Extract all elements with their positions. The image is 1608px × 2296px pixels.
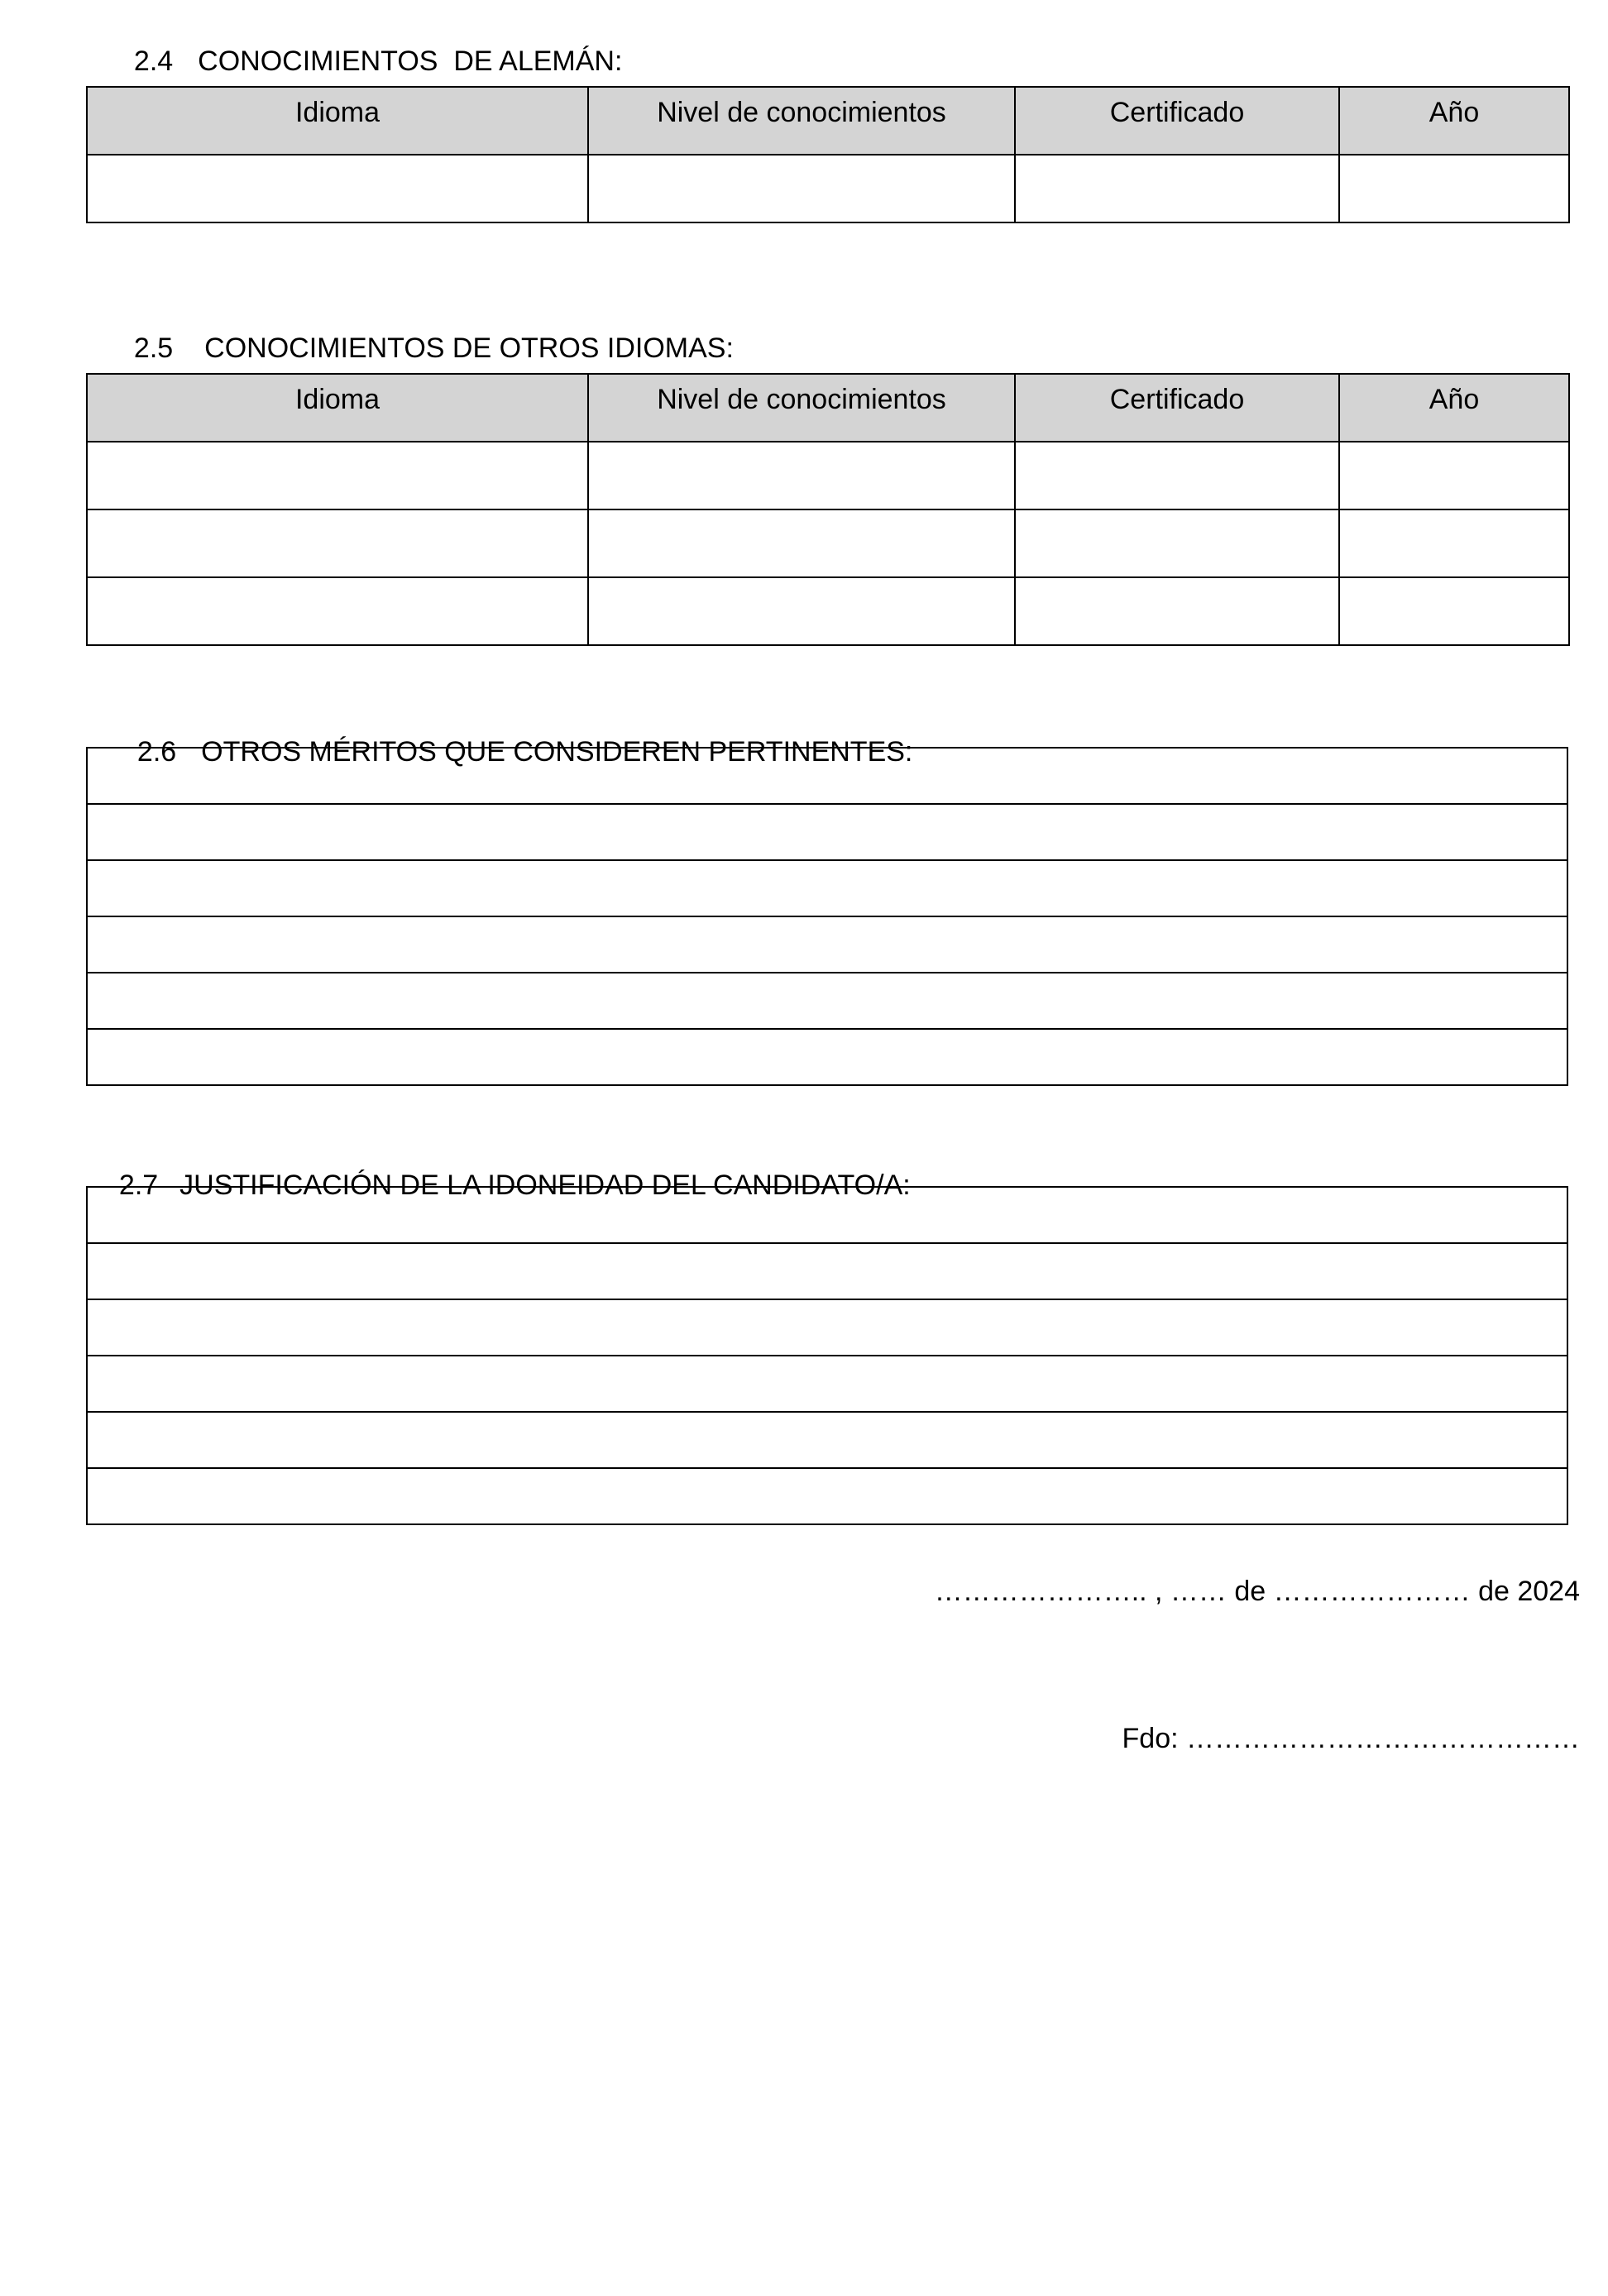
- table-cell[interactable]: [87, 577, 588, 645]
- table-row: [87, 155, 1569, 222]
- section-number: 2.4: [133, 45, 174, 77]
- text-line-row: [87, 860, 1567, 916]
- table-cell[interactable]: [1339, 509, 1569, 577]
- text-line-cell[interactable]: [87, 860, 1567, 916]
- section-number: 2.7: [118, 1170, 159, 1201]
- table-cell[interactable]: [588, 155, 1015, 222]
- table-cell[interactable]: [588, 442, 1015, 509]
- text-line-cell[interactable]: [87, 1029, 1567, 1085]
- text-line-row: [87, 1299, 1567, 1356]
- section-heading-2-4: [118, 12, 622, 78]
- header-certificado: Certificado: [1015, 374, 1339, 442]
- header-idioma: Idioma: [87, 87, 588, 155]
- date-place-line: ………………….. , …… de ………………… de 2024: [934, 1576, 1580, 1607]
- table-cell[interactable]: [87, 155, 588, 222]
- text-line-cell[interactable]: [87, 1299, 1567, 1356]
- candidate-justification-box: [86, 1186, 1568, 1525]
- header-nivel: Nivel de conocimientos: [588, 87, 1015, 155]
- text-line-row: [87, 1356, 1567, 1412]
- section-title: OTROS MÉRITOS QUE CONSIDEREN PERTINENTES:: [201, 736, 913, 768]
- table-row: [87, 577, 1569, 645]
- table-row: [87, 442, 1569, 509]
- text-line-row: [87, 1468, 1567, 1524]
- table-cell[interactable]: [87, 442, 588, 509]
- text-line-cell[interactable]: [87, 973, 1567, 1029]
- table-cell[interactable]: [87, 509, 588, 577]
- section-title: CONOCIMIENTOS DE ALEMÁN:: [198, 45, 623, 77]
- signature-line: Fdo: ……………………………………: [1122, 1723, 1580, 1754]
- section-number: 2.6: [136, 736, 177, 768]
- text-line-cell[interactable]: [87, 1187, 1567, 1243]
- table-cell[interactable]: [1015, 577, 1339, 645]
- text-line-cell[interactable]: [87, 748, 1567, 804]
- text-line-cell[interactable]: [87, 916, 1567, 973]
- header-ano: Año: [1339, 87, 1569, 155]
- text-line-row: [87, 1412, 1567, 1468]
- text-line-cell[interactable]: [87, 1243, 1567, 1299]
- table-cell[interactable]: [1015, 442, 1339, 509]
- text-line-cell[interactable]: [87, 1356, 1567, 1412]
- text-line-row: [87, 1029, 1567, 1085]
- text-line-row: [87, 1243, 1567, 1299]
- text-line-row: [87, 1187, 1567, 1243]
- text-line-row: [87, 804, 1567, 860]
- table-row: [87, 509, 1569, 577]
- section-number: 2.5: [133, 332, 174, 364]
- text-line-row: [87, 973, 1567, 1029]
- text-line-cell[interactable]: [87, 1468, 1567, 1524]
- table-cell[interactable]: [1015, 509, 1339, 577]
- text-line-cell[interactable]: [87, 1412, 1567, 1468]
- table-cell[interactable]: [1015, 155, 1339, 222]
- table-cell[interactable]: [588, 509, 1015, 577]
- table-cell[interactable]: [1339, 577, 1569, 645]
- header-certificado: Certificado: [1015, 87, 1339, 155]
- header-nivel: Nivel de conocimientos: [588, 374, 1015, 442]
- text-line-row: [87, 748, 1567, 804]
- table-cell[interactable]: [588, 577, 1015, 645]
- other-merits-box: [86, 747, 1568, 1086]
- table-cell[interactable]: [1339, 155, 1569, 222]
- text-line-cell[interactable]: [87, 804, 1567, 860]
- header-ano: Año: [1339, 374, 1569, 442]
- table-cell[interactable]: [1339, 442, 1569, 509]
- section-title: CONOCIMIENTOS DE OTROS IDIOMAS:: [204, 332, 734, 364]
- section-heading-2-5: [118, 299, 734, 365]
- header-idioma: Idioma: [87, 374, 588, 442]
- other-languages-table: [86, 373, 1570, 646]
- german-language-table: [86, 86, 1570, 223]
- section-title: JUSTIFICACIÓN DE LA IDONEIDAD DEL CANDIDATO/A:: [179, 1170, 911, 1201]
- text-line-row: [87, 916, 1567, 973]
